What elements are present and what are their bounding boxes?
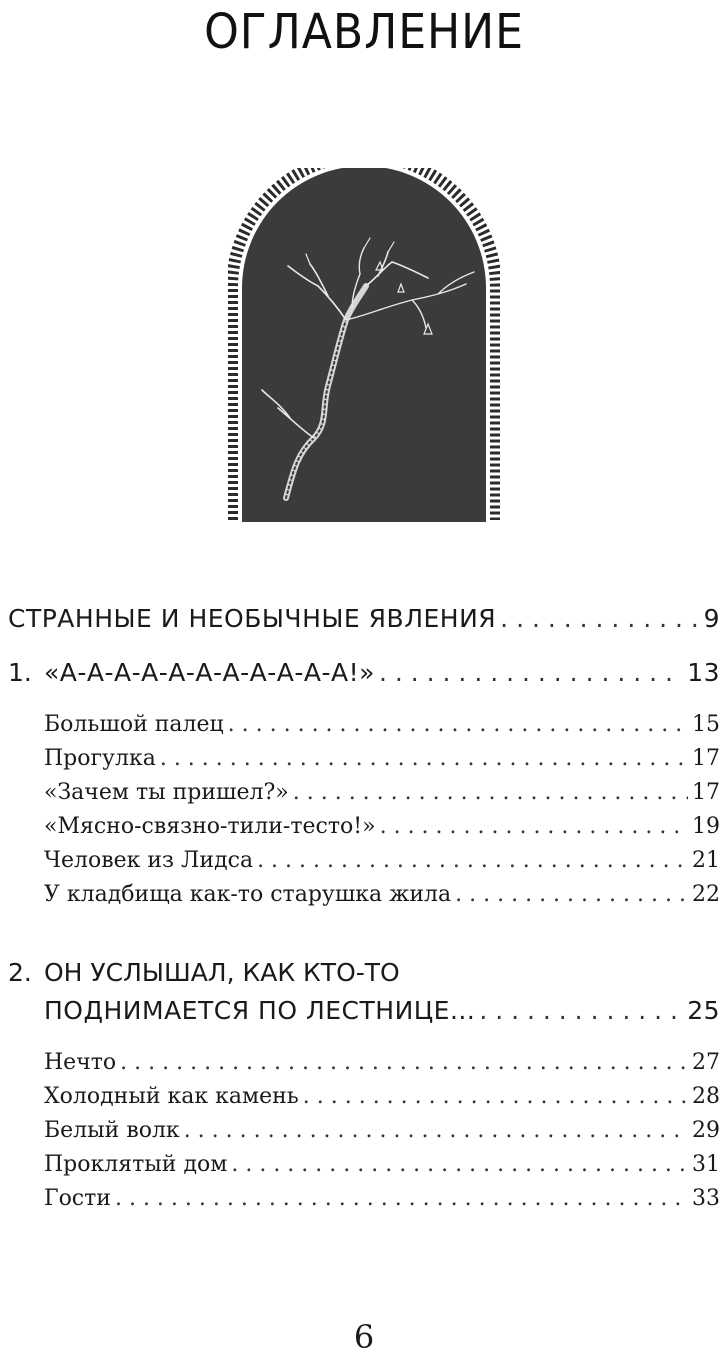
toc-item[interactable]: [44, 1050, 720, 1075]
toc-item-title: Большой палец: [44, 712, 224, 737]
toc-entry-page: 13: [687, 658, 720, 687]
toc-item-title: «Зачем ты пришел?»: [44, 780, 289, 805]
toc-item-title: Гости: [44, 1186, 111, 1211]
toc-item-title: Человек из Лидса: [44, 848, 254, 873]
toc-item-page: 22: [692, 882, 720, 907]
toc-chapter-2[interactable]: [44, 996, 720, 1025]
toc-entry-title: СТРАННЫЕ И НЕОБЫЧНЫЕ ЯВЛЕНИЯ: [8, 604, 497, 633]
dot-leader: [455, 882, 688, 907]
dot-leader: [479, 996, 683, 1025]
arch-tree-illustration: [228, 168, 500, 526]
toc-item-page: 33: [692, 1186, 720, 1211]
toc-item-page: 28: [692, 1084, 720, 1109]
toc-item-page: 17: [692, 780, 720, 805]
toc-item-title: У кладбища как-то старушка жила: [44, 882, 452, 907]
dot-leader: [257, 848, 688, 873]
toc-item-title: Белый волк: [44, 1118, 180, 1143]
toc-item-title: Прогулка: [44, 746, 156, 771]
toc-entry-title: ПОДНИМАЕТСЯ ПО ЛЕСТНИЦЕ...: [44, 996, 476, 1025]
toc-item-title: «Мясно-связно-тили-тесто!»: [44, 814, 376, 839]
toc-item-page: 19: [692, 814, 720, 839]
dot-leader: [303, 1084, 688, 1109]
toc-item[interactable]: [44, 882, 720, 907]
toc-item-page: 21: [692, 848, 720, 873]
dot-leader: [160, 746, 688, 771]
toc-item[interactable]: [44, 712, 720, 737]
chapter-number: 2.: [8, 958, 32, 987]
dot-leader: [231, 1152, 688, 1177]
dot-leader: [379, 658, 683, 687]
toc-chapter-1[interactable]: [44, 658, 720, 687]
toc-item[interactable]: [44, 814, 720, 839]
page-title: ОГЛАВЛЕНИЕ: [204, 4, 524, 60]
dot-leader: [500, 604, 699, 633]
toc-entry-page: 9: [703, 604, 720, 633]
toc-item[interactable]: [44, 1152, 720, 1177]
toc-item[interactable]: [44, 848, 720, 873]
toc-item[interactable]: [44, 746, 720, 771]
toc-item[interactable]: [44, 1186, 720, 1211]
dot-leader: [115, 1186, 688, 1211]
toc-entry-title: «А-А-А-А-А-А-А-А-А-А-А!»: [44, 658, 375, 687]
toc-item[interactable]: [44, 780, 720, 805]
toc-item-title: Нечто: [44, 1050, 117, 1075]
toc-entry-page: 25: [687, 996, 720, 1025]
toc-chapter-2-title-line1[interactable]: ОН УСЛЫШАЛ, КАК КТО-ТО: [44, 958, 400, 987]
dot-leader: [120, 1050, 688, 1075]
toc-item-page: 27: [692, 1050, 720, 1075]
toc-item-title: Холодный как камень: [44, 1084, 299, 1109]
toc-item-page: 17: [692, 746, 720, 771]
toc-section-strange-phenomena[interactable]: [8, 604, 720, 633]
dot-leader: [184, 1118, 688, 1143]
toc-item[interactable]: [44, 1084, 720, 1109]
arch-shape: [242, 168, 486, 522]
dot-leader: [228, 712, 688, 737]
toc-item[interactable]: [44, 1118, 720, 1143]
dot-leader: [293, 780, 688, 805]
toc-item-page: 31: [692, 1152, 720, 1177]
toc-item-page: 15: [692, 712, 720, 737]
dot-leader: [380, 814, 688, 839]
toc-item-title: Проклятый дом: [44, 1152, 228, 1177]
page-number: 6: [353, 1318, 375, 1356]
toc-item-page: 29: [692, 1118, 720, 1143]
chapter-number: 1.: [8, 658, 32, 687]
